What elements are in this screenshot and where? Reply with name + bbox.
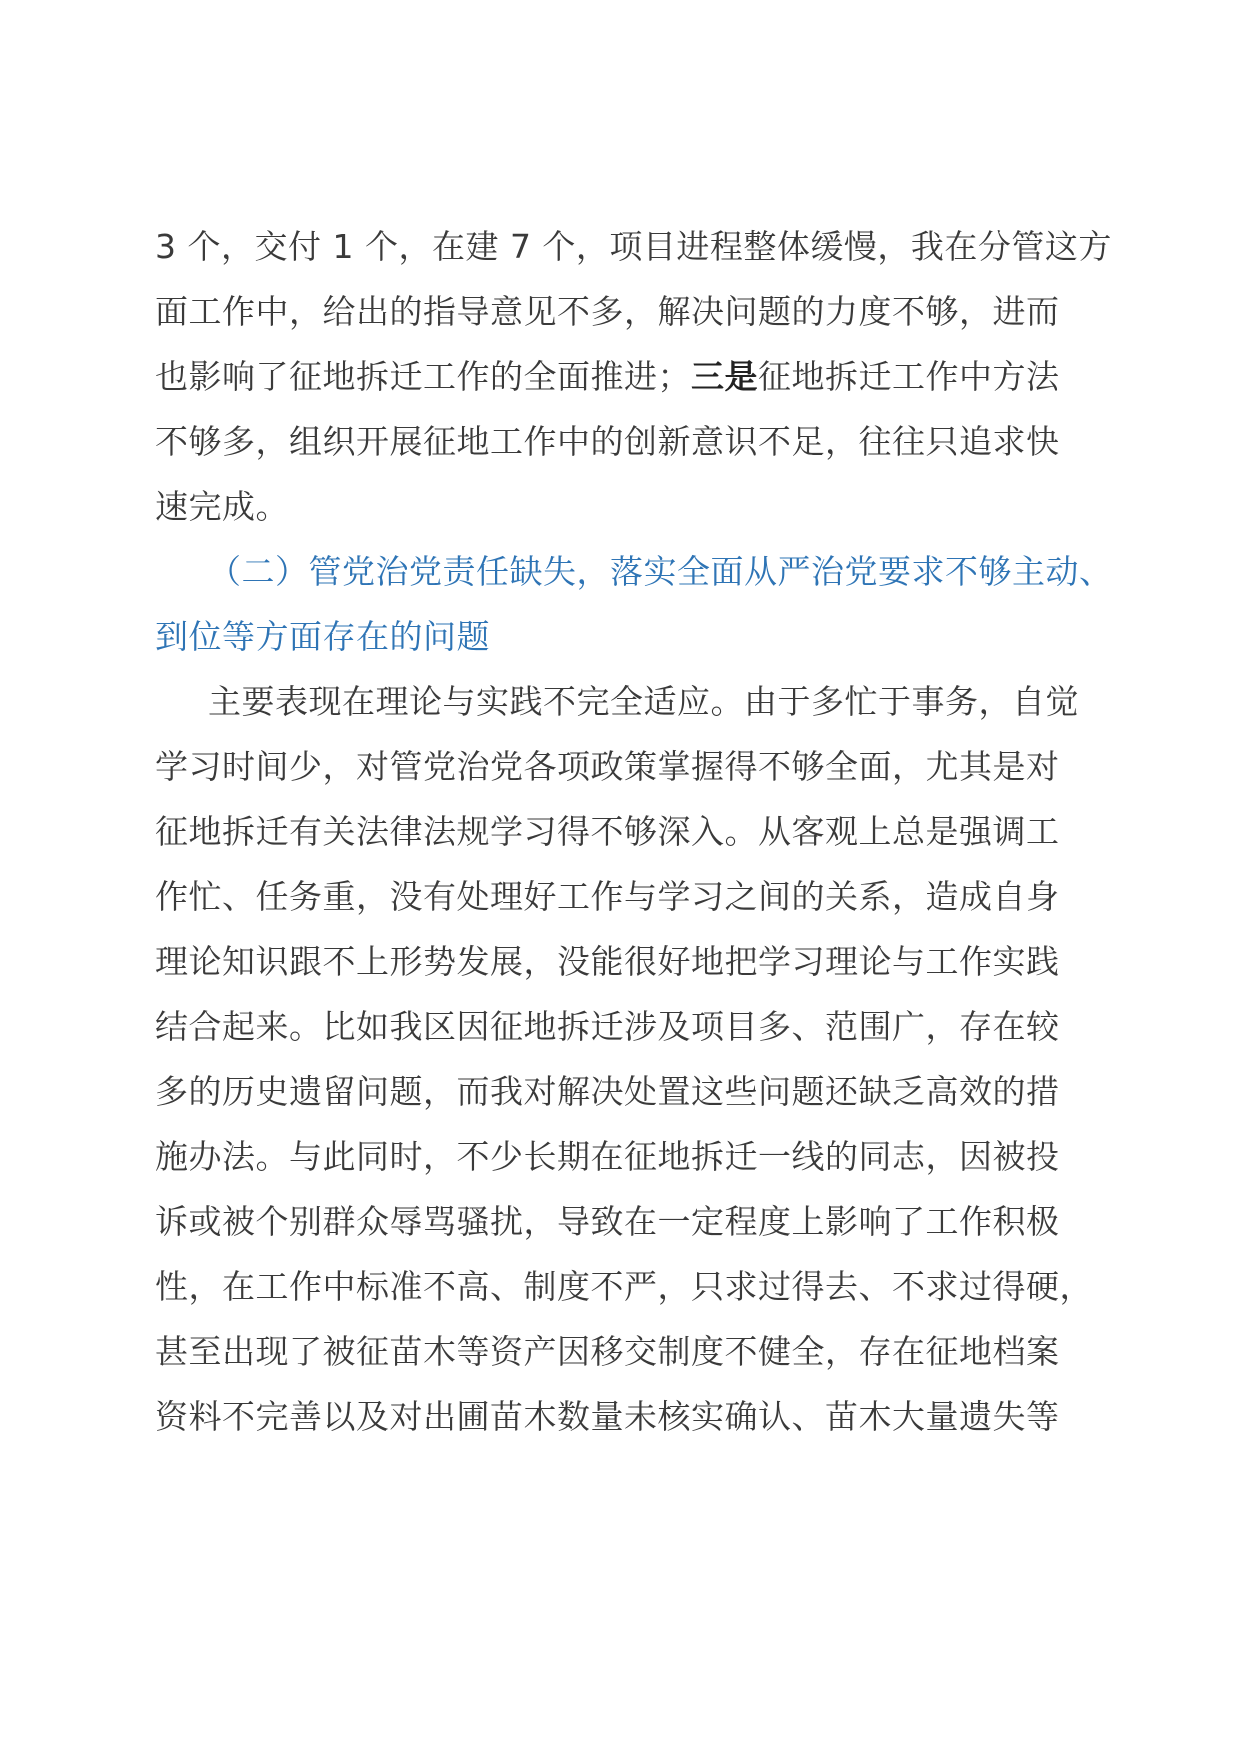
text-line: 资料不完善以及对出圃苗木数量未核实确认、苗木大量遗失等: [155, 1397, 1060, 1436]
text-line: 诉或被个别群众辱骂骚扰，导致在一定程度上影响了工作积极: [155, 1202, 1060, 1241]
text-line: 性，在工作中标准不高、制度不严，只求过得去、不求过得硬，: [155, 1267, 1093, 1306]
text-line: 速完成。: [155, 487, 289, 526]
text-line: 面工作中，给出的指导意见不多，解决问题的力度不够，进而: [155, 292, 1060, 331]
section-heading: [155, 539, 1113, 669]
text-line: 不够多，组织开展征地工作中的创新意识不足，往往只追求快: [155, 422, 1060, 461]
text-line: 甚至出现了被征苗木等资产因移交制度不健全，存在征地档案: [155, 1332, 1060, 1371]
text-line: 多的历史遗留问题，而我对解决处置这些问题还缺乏高效的措: [155, 1072, 1060, 1111]
text-line: 作忙、任务重，没有处理好工作与学习之间的关系，造成自身: [155, 877, 1060, 916]
text-line: 施办法。与此同时，不少长期在征地拆迁一线的同志，因被投: [155, 1137, 1060, 1176]
text-segment: 也影响了征地拆迁工作的全面推进；: [155, 357, 691, 396]
bold-marker: 三是: [691, 357, 758, 396]
text-line: 征地拆迁有关法律法规学习得不够深入。从客观上总是强调工: [155, 812, 1060, 851]
text-segment: 征地拆迁工作中方法: [758, 357, 1060, 396]
text-line: 理论知识跟不上形势发展，没能很好地把学习理论与工作实践: [155, 942, 1060, 981]
text-line: [155, 344, 1090, 409]
text-line: 学习时间少，对管党治党各项政策掌握得不够全面，尤其是对: [155, 747, 1060, 786]
document-body: [155, 214, 1113, 1449]
paragraph-continuation: [155, 214, 1112, 539]
text-line: 主要表现在理论与实践不完全适应。由于多忙于事务，自觉: [208, 682, 1079, 721]
paragraph-main: [155, 669, 1093, 1449]
heading-line: 到位等方面存在的问题: [155, 617, 490, 656]
heading-line: （二）管党治党责任缺失，落实全面从严治党要求不够主动、: [208, 552, 1113, 591]
text-line: 3 个，交付 1 个，在建 7 个，项目进程整体缓慢，我在分管这方: [155, 227, 1112, 266]
text-line: 结合起来。比如我区因征地拆迁涉及项目多、范围广，存在较: [155, 1007, 1060, 1046]
